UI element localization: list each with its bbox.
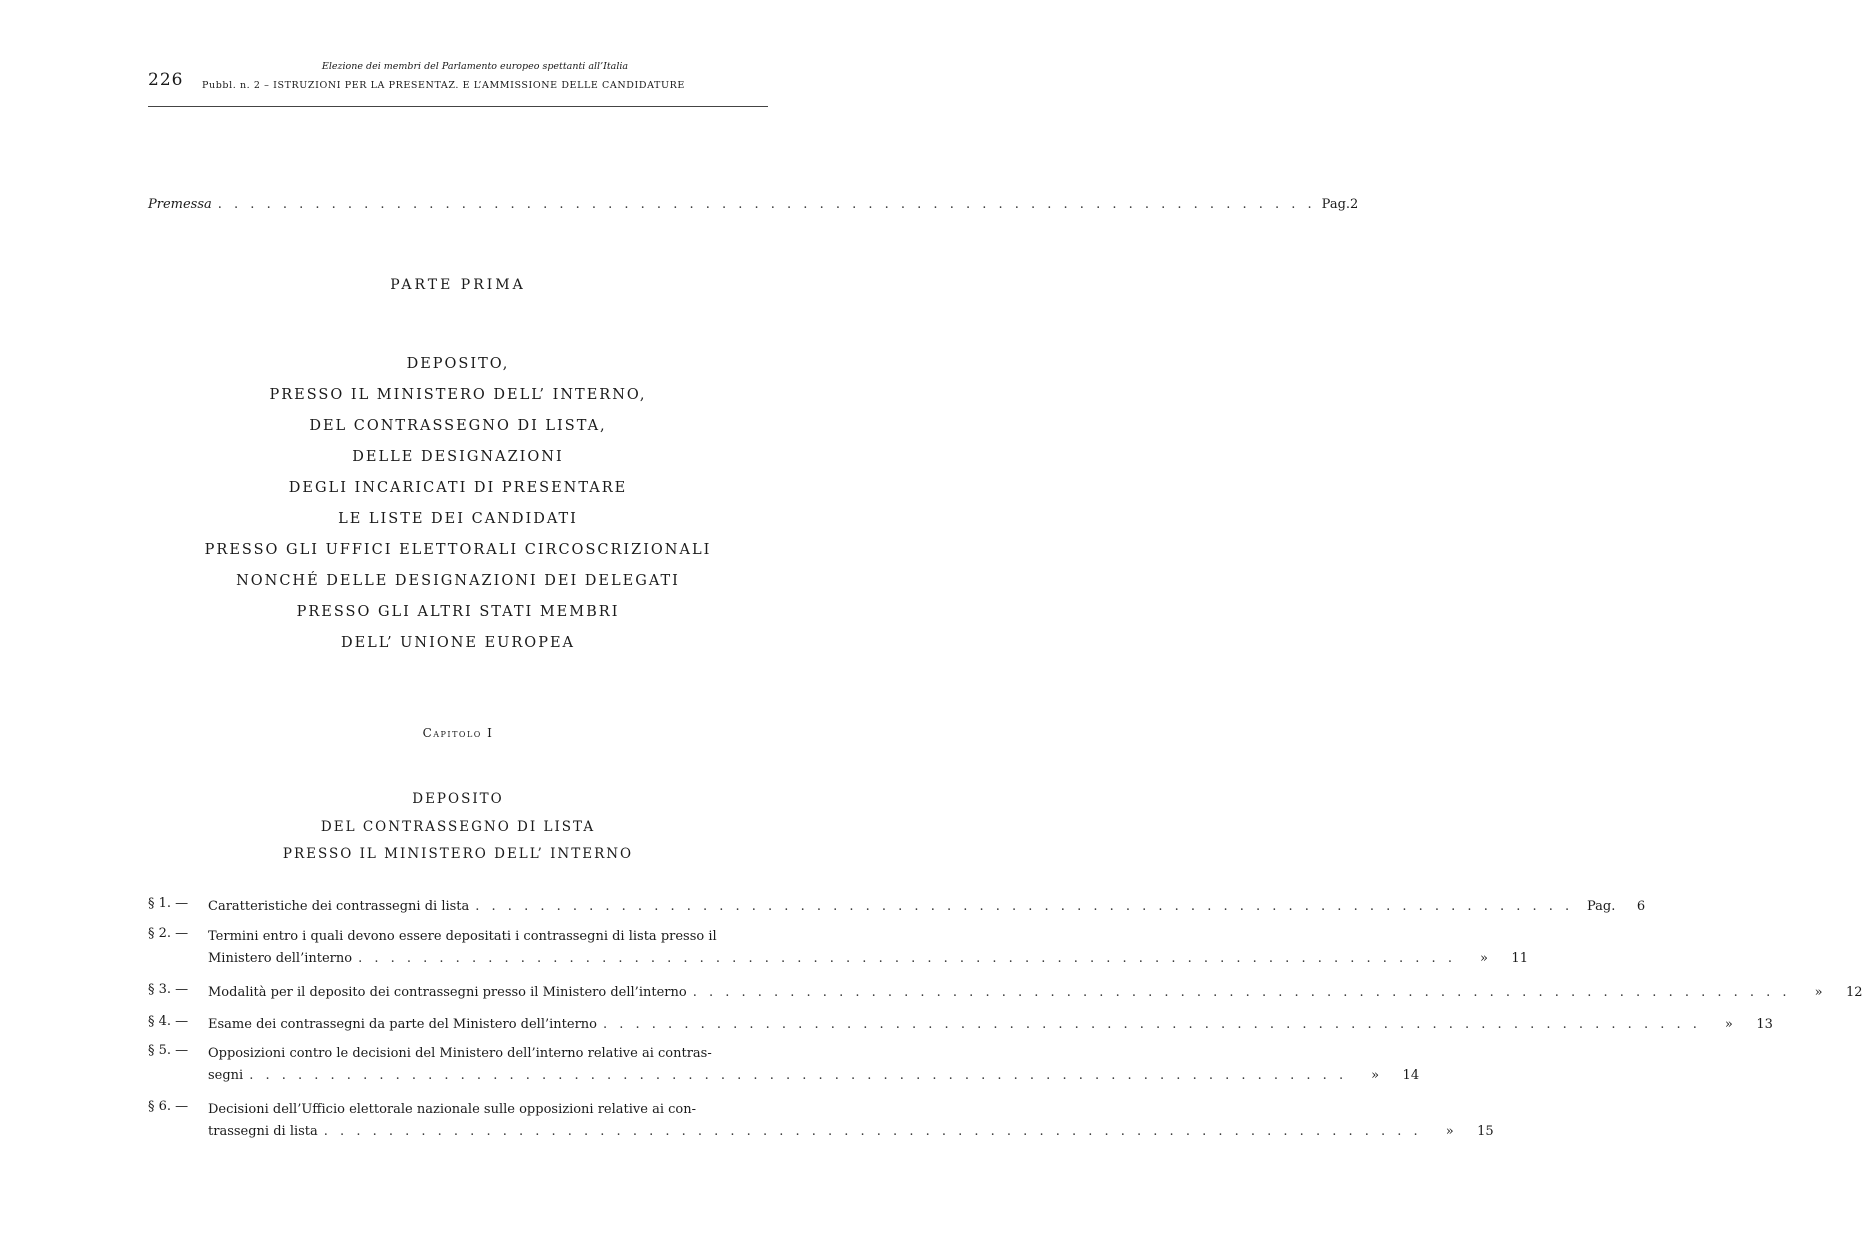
table-of-contents: [148, 896, 1863, 1155]
heading-line: PRESSO IL MINISTERO DELL’ INTERNO,: [269, 387, 647, 403]
entry-text: Esame dei contrassegni da parte del Ministero dell’interno: [208, 1017, 597, 1032]
heading-line: DELL’ UNIONE EUROPEA: [340, 635, 576, 651]
entry-text: Ministero dell’interno: [208, 951, 353, 966]
section-number: § 2. —: [148, 926, 189, 941]
leader-dots: [249, 1065, 1347, 1087]
leader-dots: [324, 1121, 1422, 1143]
section-number: § 1. —: [148, 896, 189, 911]
toc-entry: [148, 982, 1863, 1014]
page-ref: 14: [1402, 1068, 1420, 1083]
section-number: § 5. —: [148, 1043, 189, 1058]
entry-text: Caratteristiche dei contrassegni di lista: [208, 899, 470, 914]
section-number: § 3. —: [148, 982, 189, 997]
section-number: § 6. —: [148, 1099, 189, 1114]
page-label: »: [1371, 1068, 1380, 1083]
entry-text: Termini entro i quali devono essere depositati i contrassegni di lista presso il: [208, 929, 717, 944]
running-title: Elezione dei membri del Parlamento europeo spettanti all’Italia: [321, 61, 629, 72]
entry-text: Opposizioni contro le decisioni del Ministero dell’interno relative ai contras-: [208, 1046, 712, 1061]
heading-line: NONCHÉ DELLE DESIGNAZIONI DEI DELEGATI: [236, 573, 680, 589]
premessa-label: Premessa: [148, 197, 212, 212]
page-ref: 6: [1636, 899, 1646, 914]
page-label: »: [1479, 951, 1488, 966]
heading-line: DEL CONTRASSEGNO DI LISTA,: [309, 418, 607, 434]
heading-line: LE LISTE DEI CANDIDATI: [338, 511, 578, 527]
entry-text: segni: [208, 1068, 244, 1083]
heading-line: PRESSO GLI UFFICI ELETTORALI CIRCOSCRIZIONALI: [204, 542, 712, 558]
page-ref: 15: [1477, 1124, 1494, 1139]
running-subtitle: Pubbl. n. 2 – ISTRUZIONI PER LA PRESENTAZ. E L’AMMISSIONE DELLE CANDIDATURE: [202, 80, 685, 91]
page-label: Pag.: [1321, 197, 1351, 212]
heading-line: DEPOSITO,: [406, 356, 510, 372]
page-number: 226: [148, 70, 184, 90]
toc-premessa: [148, 197, 1359, 212]
leader-dots: [603, 1014, 1701, 1036]
page-label: »: [1445, 1124, 1454, 1139]
leader-dots: [218, 197, 1316, 212]
heading-line: DEGLI INCARICATI DI PRESENTARE: [288, 480, 628, 496]
leader-dots: [693, 982, 1791, 1004]
part-title: PARTE PRIMA: [390, 277, 526, 293]
page-label: »: [1814, 985, 1823, 1000]
heading-line: PRESSO GLI ALTRI STATI MEMBRI: [296, 604, 620, 620]
page-ref: 13: [1756, 1017, 1773, 1032]
toc-entry: [148, 1043, 1420, 1099]
chapter-heading-line: PRESSO IL MINISTERO DELL’ INTERNO: [282, 846, 634, 862]
page-label: »: [1724, 1017, 1733, 1032]
entry-text: Decisioni dell’Ufficio elettorale nazionale sulle opposizioni relative ai con-: [208, 1102, 697, 1117]
chapter-label: Capitolo I: [422, 726, 494, 740]
page-ref: 2: [1350, 197, 1359, 212]
heading-line: DELLE DESIGNAZIONI: [352, 449, 564, 465]
chapter-heading-line: DEPOSITO: [412, 791, 504, 807]
entry-text: trassegni di lista: [208, 1124, 318, 1139]
part-heading: [148, 349, 768, 659]
toc-entry: [148, 1014, 1773, 1043]
chapter-heading: [148, 786, 768, 869]
leader-dots: [358, 948, 1456, 970]
chapter-heading-line: DEL CONTRASSEGNO DI LISTA: [320, 818, 596, 835]
toc-entry: [148, 896, 1646, 926]
leader-dots: [475, 896, 1573, 918]
page-label: Pag.: [1586, 899, 1616, 914]
page-ref: 12: [1846, 985, 1863, 1000]
entry-text: Modalità per il deposito dei contrassegni presso il Ministero dell’interno: [208, 985, 687, 1000]
toc-entry: [148, 926, 1528, 982]
header-rule: [148, 106, 768, 107]
page-ref: 11: [1511, 951, 1528, 966]
toc-entry: [148, 1099, 1494, 1155]
section-number: § 4. —: [148, 1014, 189, 1029]
